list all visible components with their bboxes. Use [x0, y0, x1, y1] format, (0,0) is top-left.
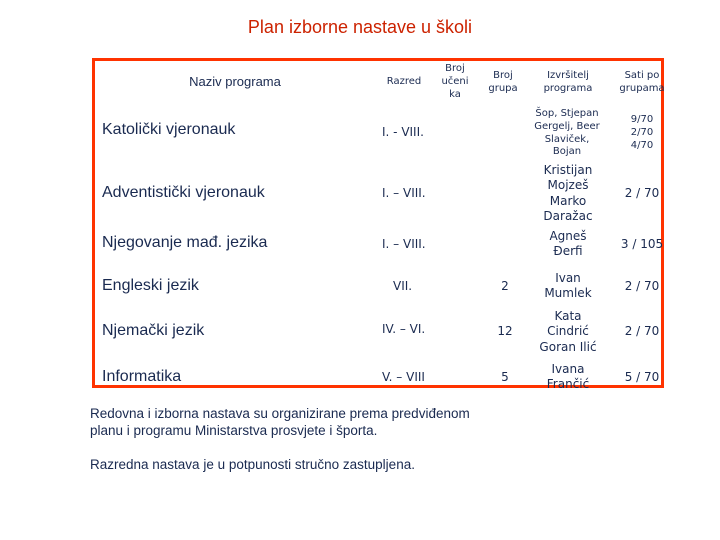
izvrsitelj-line: Daražac	[543, 209, 593, 224]
row-razred: I. - VIII.	[382, 125, 424, 139]
izvrsitelj-line: Frančić	[546, 377, 590, 392]
row-izvrsitelj	[530, 108, 604, 159]
row-izvrsitelj	[530, 271, 606, 302]
row-izvrsitelj	[530, 163, 606, 224]
row-broj-grupa: 12	[497, 324, 513, 338]
header-izvrsitelj-line: Izvršitelj	[547, 70, 589, 81]
izvrsitelj-line: Đerfi	[553, 244, 583, 259]
row-sati: 2 / 70	[624, 279, 660, 293]
note-line: Razredna nastava je u potpunosti stručno zastupljena.	[90, 457, 415, 472]
row-sati: 5 / 70	[624, 370, 660, 384]
izvrsitelj-line: Slaviček,	[544, 133, 590, 145]
header-sati-line: grupama	[619, 82, 665, 94]
row-razred: V. – VIII	[382, 370, 425, 384]
row-broj-grupa: 5	[501, 370, 509, 384]
note-line: Redovna i izborna nastava su organizirane prema predviđenom	[90, 406, 470, 421]
row-naziv: Katolički vjeronauk	[102, 121, 236, 138]
row-naziv: Engleski jezik	[102, 277, 199, 294]
izvrsitelj-line: Bojan	[552, 146, 582, 158]
header-broj-grupa	[480, 70, 526, 96]
header-izvrsitelj	[534, 70, 602, 96]
row-naziv: Informatika	[102, 368, 182, 385]
izvrsitelj-line: Kata	[554, 309, 582, 323]
note-redovna-nastava	[90, 406, 470, 440]
header-broj-ucenika-line: Broj	[445, 63, 465, 74]
note-line: planu i programu Ministarstva prosvjete i športa.	[90, 422, 378, 438]
sati-line: 4/70	[630, 139, 654, 151]
row-broj-grupa: 2	[501, 279, 509, 293]
row-izvrsitelj	[530, 229, 606, 260]
izvrsitelj-line: Agneš	[549, 229, 587, 243]
izvrsitelj-line: Ivana	[551, 362, 585, 376]
header-broj-ucenika-line: ka	[449, 88, 461, 100]
row-izvrsitelj	[530, 309, 606, 355]
izvrsitelj-line: Cindrić	[547, 324, 589, 339]
row-razred: I. – VIII.	[382, 237, 426, 251]
izvrsitelj-line: Šop, Stjepan	[535, 108, 599, 119]
header-broj-grupa-line: Broj	[493, 70, 513, 81]
header-sati	[612, 70, 672, 96]
izvrsitelj-line: Kristijan	[543, 163, 593, 177]
row-razred: I. – VIII.	[382, 186, 426, 200]
sati-line: 9/70	[630, 114, 654, 125]
header-izvrsitelj-line: programa	[543, 82, 593, 94]
row-sati: 2 / 70	[624, 186, 660, 200]
row-sati: 3 / 105	[620, 237, 664, 251]
izvrsitelj-line: Ivan	[555, 271, 581, 285]
row-sati	[612, 114, 672, 152]
izvrsitelj-line: Goran Ilić	[539, 339, 597, 354]
header-razred: Razred	[386, 76, 422, 87]
izvrsitelj-line: Mojzeš	[547, 178, 589, 193]
header-broj-ucenika	[432, 63, 478, 101]
header-sati-line: Sati po	[624, 70, 660, 81]
sati-line: 2/70	[630, 126, 654, 138]
row-izvrsitelj	[530, 362, 606, 393]
header-broj-ucenika-line: učeni	[441, 75, 469, 87]
row-naziv: Njemački jezik	[102, 322, 205, 339]
row-naziv: Njegovanje mađ. jezika	[102, 234, 268, 251]
row-naziv: Adventistički vjeronauk	[102, 184, 265, 201]
header-naziv-programa: Naziv programa	[189, 74, 281, 89]
izvrsitelj-line: Gergelj, Beer	[534, 120, 600, 132]
izvrsitelj-line: Mumlek	[544, 286, 592, 301]
page-title: Plan izborne nastave u školi	[247, 17, 473, 37]
row-sati: 2 / 70	[624, 324, 660, 338]
header-broj-grupa-line: grupa	[488, 82, 518, 94]
row-razred: VII.	[393, 279, 413, 293]
row-razred: IV. – VI.	[382, 322, 426, 336]
note-razredna-nastava	[90, 457, 415, 474]
izvrsitelj-line: Marko	[549, 193, 587, 208]
